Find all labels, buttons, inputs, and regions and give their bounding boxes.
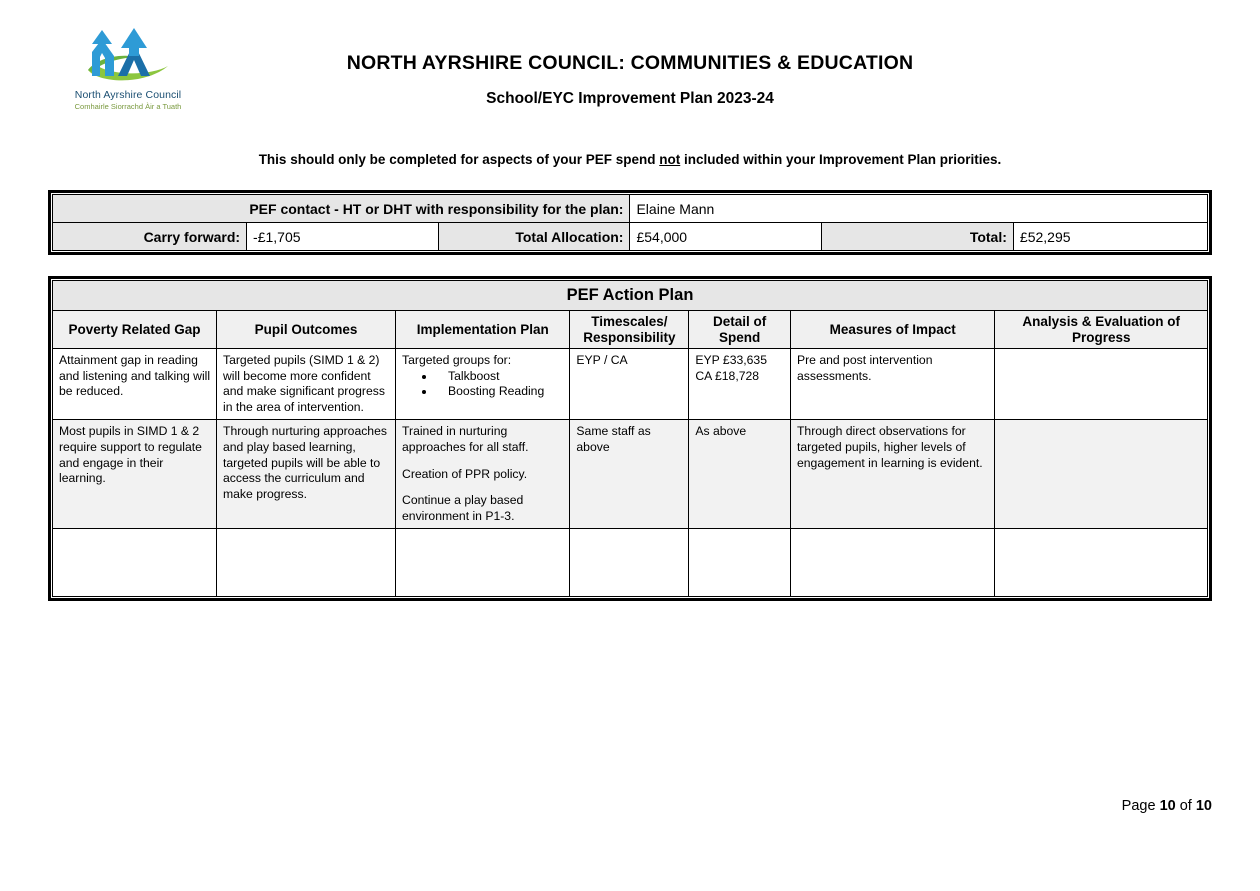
cell-timescales[interactable]: Same staff as above bbox=[570, 420, 689, 529]
column-header-implementation-plan: Implementation Plan bbox=[396, 311, 570, 349]
logo-gaelic-name: Comhairle Siorrachd Àir a Tuath bbox=[74, 102, 182, 111]
column-header-measures-of-impact: Measures of Impact bbox=[790, 311, 994, 349]
cell-measures-of-impact[interactable]: Through direct observations for targeted pupils, higher levels of engagement in learning is evident. bbox=[790, 420, 994, 529]
spend-line-1: EYP £33,635 bbox=[695, 353, 767, 367]
pef-action-plan-table bbox=[48, 276, 1212, 601]
cell-implementation-plan[interactable] bbox=[396, 420, 570, 529]
cell-measures-of-impact[interactable] bbox=[790, 529, 994, 597]
instruction-emphasis: not bbox=[659, 152, 681, 167]
total-allocation-value[interactable]: £54,000 bbox=[630, 223, 822, 251]
implementation-bullet-list bbox=[402, 369, 564, 400]
carry-forward-value[interactable]: -£1,705 bbox=[247, 223, 439, 251]
cell-analysis-evaluation[interactable] bbox=[995, 349, 1208, 420]
column-header-pupil-outcomes: Pupil Outcomes bbox=[217, 311, 396, 349]
column-header-timescales-responsibility: Timescales/ Responsibility bbox=[570, 311, 689, 349]
pef-contact-label: PEF contact - HT or DHT with responsibility for the plan: bbox=[53, 195, 630, 223]
cell-analysis-evaluation[interactable] bbox=[995, 529, 1208, 597]
instruction-part1: This should only be completed for aspects of your PEF spend bbox=[258, 152, 660, 167]
cell-detail-of-spend[interactable] bbox=[689, 529, 791, 597]
finance-row bbox=[53, 223, 1208, 251]
document-title: NORTH AYRSHIRE COUNCIL: COMMUNITIES & EDUCATION bbox=[346, 52, 914, 74]
logo-council-name: North Ayrshire Council bbox=[74, 89, 182, 101]
instruction-text bbox=[0, 152, 1260, 167]
total-allocation-label: Total Allocation: bbox=[438, 223, 630, 251]
action-plan-banner-row bbox=[53, 281, 1208, 311]
cell-pupil-outcomes[interactable]: Through nurturing approaches and play based learning, targeted pupils will be able to access the curriculum and make progress. bbox=[217, 420, 396, 529]
cell-poverty-gap[interactable]: Most pupils in SIMD 1 & 2 require support to regulate and engage in their learning. bbox=[53, 420, 217, 529]
table-row bbox=[53, 349, 1208, 420]
action-plan-header-row bbox=[53, 311, 1208, 349]
cell-pupil-outcomes[interactable]: Targeted pupils (SIMD 1 & 2) will become more confident and make significant progress in the area of intervention. bbox=[217, 349, 396, 420]
list-item: • Boosting Reading bbox=[436, 384, 564, 400]
table-row bbox=[53, 529, 1208, 597]
cell-poverty-gap[interactable] bbox=[53, 529, 217, 597]
implementation-para-1: Trained in nurturing approaches for all staff. bbox=[402, 424, 529, 455]
cell-implementation-plan[interactable] bbox=[396, 349, 570, 420]
cell-poverty-gap[interactable]: Attainment gap in reading and listening and talking will be reduced. bbox=[53, 349, 217, 420]
list-item: • Talkboost bbox=[436, 369, 564, 385]
cell-timescales[interactable] bbox=[570, 529, 689, 597]
cell-pupil-outcomes[interactable] bbox=[217, 529, 396, 597]
contact-row bbox=[53, 195, 1208, 223]
implementation-intro: Targeted groups for: bbox=[402, 353, 512, 367]
pef-contact-table bbox=[48, 190, 1212, 255]
document-subtitle: School/EYC Improvement Plan 2023-24 bbox=[486, 90, 774, 107]
implementation-para-3: Continue a play based environment in P1-3. bbox=[402, 493, 524, 523]
cell-implementation-plan[interactable] bbox=[396, 529, 570, 597]
cell-measures-of-impact[interactable]: Pre and post intervention assessments. bbox=[790, 349, 994, 420]
footer-current-page: 10 bbox=[1159, 798, 1176, 814]
pef-contact-value[interactable]: Elaine Mann bbox=[630, 195, 1208, 223]
action-plan-banner: PEF Action Plan bbox=[53, 281, 1208, 311]
page-header bbox=[0, 0, 1260, 130]
table-row bbox=[53, 420, 1208, 529]
total-label: Total: bbox=[822, 223, 1014, 251]
column-header-detail-of-spend: Detail of Spend bbox=[689, 311, 791, 349]
cell-timescales[interactable]: EYP / CA bbox=[570, 349, 689, 420]
instruction-part2: included within your Improvement Plan priorities. bbox=[680, 152, 1002, 167]
footer-middle: of bbox=[1175, 798, 1196, 814]
cell-detail-of-spend[interactable]: As above bbox=[689, 420, 791, 529]
spend-line-2: CA £18,728 bbox=[695, 368, 760, 383]
column-header-poverty-related-gap: Poverty Related Gap bbox=[53, 311, 217, 349]
footer-total-pages: 10 bbox=[1195, 798, 1212, 814]
page-number-footer bbox=[1122, 798, 1212, 814]
column-header-analysis-evaluation: Analysis & Evaluation of Progress bbox=[995, 311, 1208, 349]
total-value[interactable]: £52,295 bbox=[1013, 223, 1207, 251]
implementation-para-2: Creation of PPR policy. bbox=[402, 466, 528, 481]
cell-detail-of-spend[interactable] bbox=[689, 349, 791, 420]
footer-prefix: Page bbox=[1121, 798, 1160, 814]
cell-analysis-evaluation[interactable] bbox=[995, 420, 1208, 529]
carry-forward-label: Carry forward: bbox=[53, 223, 247, 251]
